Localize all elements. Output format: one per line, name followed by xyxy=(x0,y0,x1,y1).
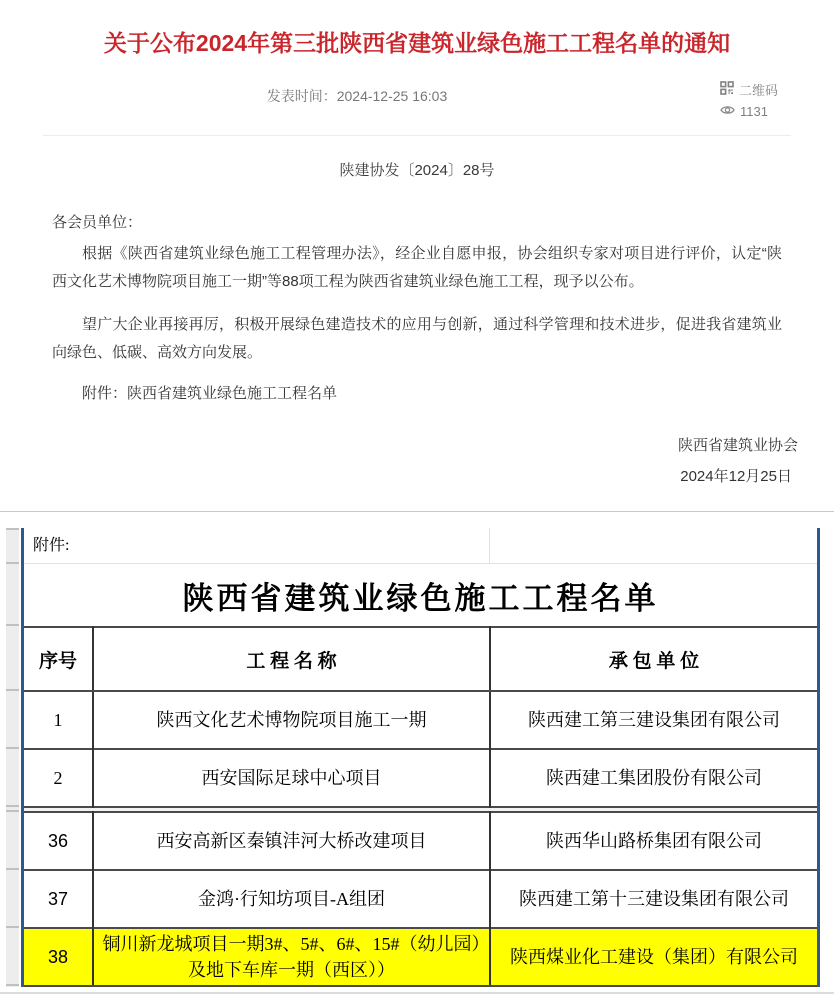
cell-serial: 37 xyxy=(24,870,93,928)
cell-contractor: 陕西建工第十三建设集团有限公司 xyxy=(490,870,817,928)
column-header-serial: 序号 xyxy=(24,627,93,691)
project-table xyxy=(24,626,817,987)
table-row xyxy=(24,749,817,807)
table-row xyxy=(24,928,817,986)
eye-icon xyxy=(720,102,735,121)
document-number: 陕建协发〔2024〕28号 xyxy=(339,162,495,180)
cell-contractor: 陕西煤业化工建设（集团）有限公司 xyxy=(490,928,817,986)
meta-right-block xyxy=(720,81,778,121)
meta-bar xyxy=(0,81,834,123)
cell-contractor: 陕西华山路桥集团有限公司 xyxy=(490,812,817,870)
attachment-reference-line: 附件：陕西省建筑业绿色施工工程名单 xyxy=(82,385,338,403)
qr-code-icon xyxy=(720,81,734,100)
view-counter xyxy=(720,102,778,121)
cell-project-name: 陕西文化艺术博物院项目施工一期 xyxy=(93,691,490,749)
qr-code-button[interactable] xyxy=(720,81,778,100)
table-row xyxy=(24,812,817,870)
table-header-row xyxy=(24,627,817,691)
publish-time: 发表时间：2024-12-25 16:03 xyxy=(266,88,448,105)
cell-project-name: 铜川新龙城项目一期3#、5#、6#、15#（幼儿园）及地下车库一期（西区）） xyxy=(93,928,490,986)
cell-project-name: 西安高新区秦镇沣河大桥改建项目 xyxy=(93,812,490,870)
view-count: 1131 xyxy=(739,104,768,120)
attachment-sheet xyxy=(21,528,820,987)
signer-name: 陕西省建筑业协会 xyxy=(677,437,798,455)
paragraph: 望广大企业再接再厉，积极开展绿色建造技术的应用与创新，通过科学管理和技术进步，促进我省建筑业向绿色、低碳、高效方向发展。 xyxy=(52,316,782,362)
table-title: 陕西省建筑业绿色施工工程名单 xyxy=(182,580,659,616)
salutation: 各会员单位： xyxy=(52,214,143,232)
table-row xyxy=(24,870,817,928)
attachment-label: 附件: xyxy=(24,528,817,564)
document-body xyxy=(52,211,782,403)
page-bottom-divider xyxy=(0,992,834,994)
cell-project-name: 金鸿·行知坊项目-A组团 xyxy=(93,870,490,928)
sign-date: 2024年12月25日 xyxy=(680,468,792,486)
attachment-preview xyxy=(0,528,834,987)
cell-serial: 1 xyxy=(24,691,93,749)
sheet-row-gutter xyxy=(6,528,19,987)
column-header-project: 工 程 名 称 xyxy=(93,627,490,691)
attachment-top-divider xyxy=(0,511,834,512)
column-header-contractor: 承 包 单 位 xyxy=(490,627,817,691)
project-table-body xyxy=(24,691,817,986)
cell-serial: 36 xyxy=(24,812,93,870)
cell-serial: 38 xyxy=(24,928,93,986)
cell-serial: 2 xyxy=(24,749,93,807)
header-divider xyxy=(43,135,791,136)
cell-project-name: 西安国际足球中心项目 xyxy=(93,749,490,807)
cell-contractor: 陕西建工集团股份有限公司 xyxy=(490,749,817,807)
qr-code-label: 二维码 xyxy=(738,83,778,99)
page-title: 关于公布2024年第三批陕西省建筑业绿色施工工程名单的通知 xyxy=(103,30,731,56)
cell-contractor: 陕西建工第三建设集团有限公司 xyxy=(490,691,817,749)
paragraph: 根据《陕西省建筑业绿色施工工程管理办法》，经企业自愿申报，协会组织专家对项目进行评价，认定“陕西文化艺术博物院项目施工一期”等88项工程为陕西省建筑业绿色施工工程，现予以公布。 xyxy=(52,245,782,291)
table-row xyxy=(24,691,817,749)
